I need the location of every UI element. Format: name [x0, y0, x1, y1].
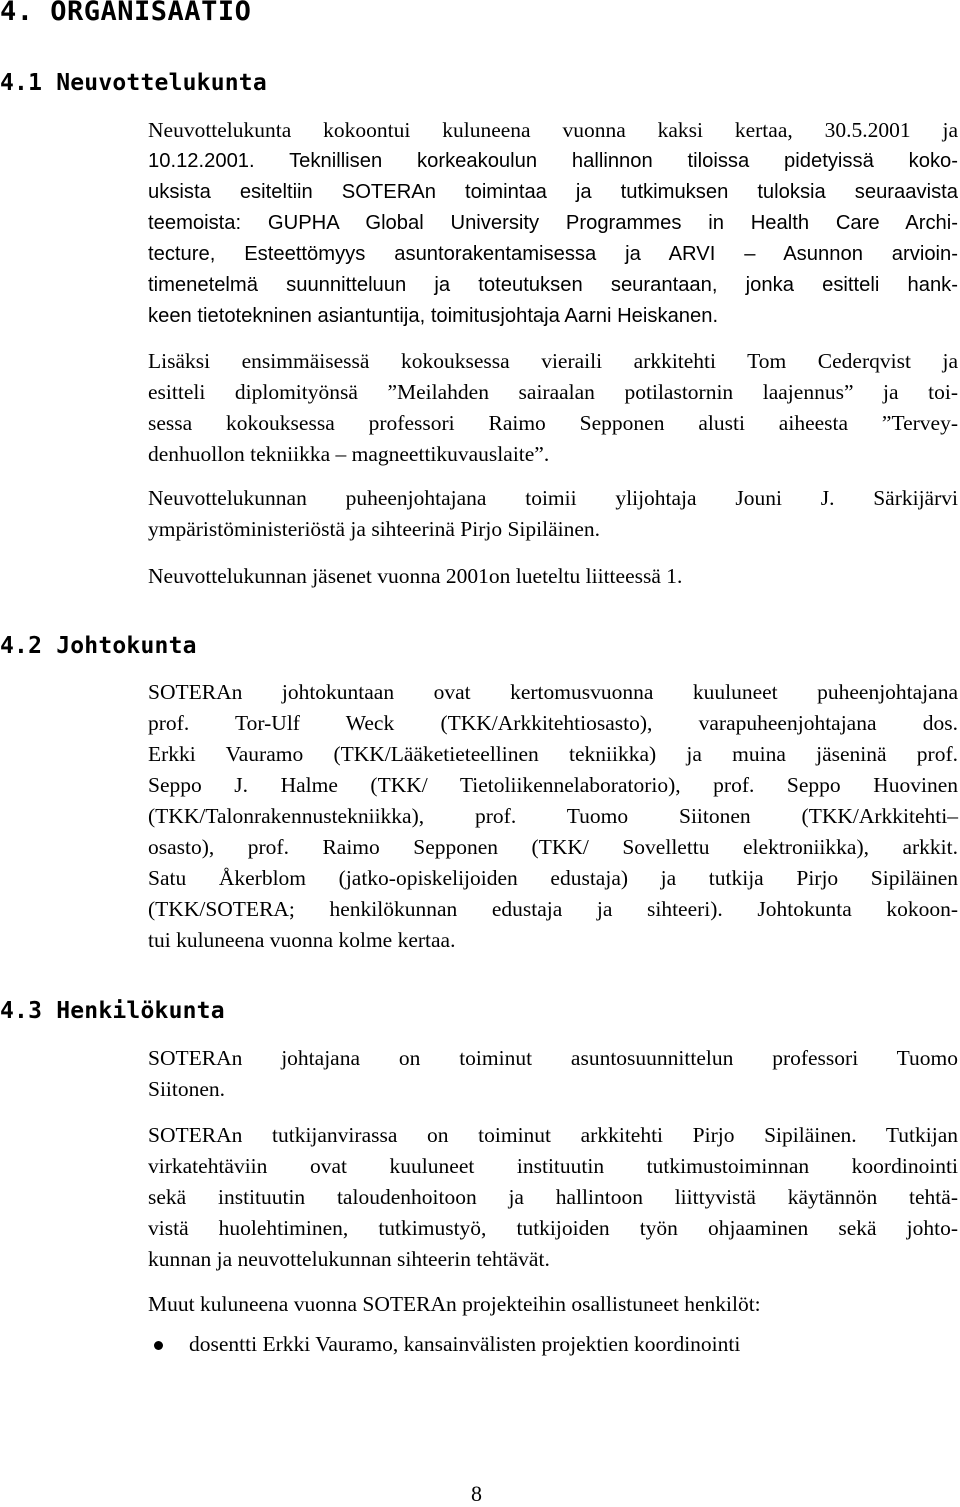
text-line: SOTERAn tutkijanvirassa on toiminut arkkitehti Pirjo Sipiläinen. Tutkijan: [148, 1123, 958, 1147]
section-heading-neuvottelukunta: 4.1 Neuvottelukunta: [0, 70, 267, 96]
text-line: osasto), prof. Raimo Sepponen (TKK/ Sovellettu elektroniikka), arkkit.: [148, 835, 958, 859]
text-line: Lisäksi ensimmäisessä kokouksessa vieraili arkkitehti Tom Cederqvist ja: [148, 349, 958, 373]
text-line: Neuvottelukunnan puheenjohtajana toimii ylijohtaja Jouni J. Särkijärvi: [148, 486, 958, 510]
text-line: Muut kuluneena vuonna SOTERAn projekteihin osallistuneet henkilöt:: [148, 1292, 761, 1316]
section-heading-henkilokunta: 4.3 Henkilökunta: [0, 998, 225, 1024]
text-line: prof. Tor-Ulf Weck (TKK/Arkkitehtiosasto), varapuheenjohtajana dos.: [148, 711, 958, 735]
text-line: sekä instituutin taloudenhoitoon ja hallintoon liittyvistä käytännön tehtä-: [148, 1185, 958, 1209]
text-line: kunnan ja neuvottelukunnan sihteerin tehtävät.: [148, 1247, 550, 1271]
paragraph-neuvottelukunta-meetings: [148, 115, 958, 332]
paragraph-members-appendix: [148, 561, 958, 592]
text-line: tecture, Esteettömyys asuntorakentamisessa ja ARVI – Asunnon arvioin-: [148, 243, 958, 265]
text-line: Satu Åkerblom (jatko-opiskelijoiden edustaja) ja tutkija Pirjo Sipiläinen: [148, 866, 958, 890]
text-line: Neuvottelukunnan jäsenet vuonna 2001on lueteltu liitteessä 1.: [148, 564, 683, 588]
paragraph-researcher-duties: [148, 1120, 958, 1275]
paragraph-johtokunta-members: [148, 677, 958, 956]
paragraph-other-participants: [148, 1289, 958, 1320]
bullet-list-item: dosentti Erkki Vauramo, kansainvälisten projektien koordinointi: [189, 1332, 741, 1356]
text-line: SOTERAn johtajana on toiminut asuntosuunnittelun professori Tuomo: [148, 1046, 958, 1070]
text-line: teemoista: GUPHA Global University Programmes in Health Care Archi-: [148, 212, 958, 234]
paragraph-director: [148, 1043, 958, 1105]
section-heading-johtokunta: 4.2 Johtokunta: [0, 633, 197, 659]
text-line: tui kuluneena vuonna kolme kertaa.: [148, 928, 456, 952]
chapter-heading: 4. ORGANISAATIO: [0, 0, 252, 27]
page-number: 8: [471, 1481, 482, 1506]
text-line: sessa kokouksessa professori Raimo Sepponen alusti aiheesta ”Tervey-: [148, 411, 958, 435]
paragraph-chair-and-secretary: [148, 483, 958, 545]
text-line: (TKK/SOTERA; henkilökunnan edustaja ja sihteeri). Johtokunta kokoon-: [148, 897, 958, 921]
text-line: esitteli diplomityönsä ”Meilahden sairaalan potilastornin laajennus” ja toi-: [148, 380, 958, 404]
text-line: 10.12.2001. Teknillisen korkeakoulun hallinnon tiloissa pidetyissä koko-: [148, 150, 958, 172]
text-line: Siitonen.: [148, 1077, 226, 1101]
text-line: Seppo J. Halme (TKK/ Tietoliikennelaboratorio), prof. Seppo Huovinen: [148, 773, 958, 797]
text-line: virkatehtäviin ovat kuuluneet instituutin tutkimustoiminnan koordinointi: [148, 1154, 958, 1178]
paragraph-visiting-lectures: [148, 346, 958, 470]
text-line: uksista esiteltiin SOTERAn toimintaa ja tutkimuksen tuloksia seuraavista: [148, 181, 958, 203]
bullet-icon: [154, 1341, 163, 1350]
text-line: Neuvottelukunta kokoontui kuluneena vuonna kaksi kertaa, 30.5.2001 ja: [148, 118, 958, 142]
text-line: Erkki Vauramo (TKK/Lääketieteellinen tekniikka) ja muina jäseninä prof.: [148, 742, 958, 766]
text-line: ympäristöministeriöstä ja sihteerinä Pirjo Sipiläinen.: [148, 517, 601, 541]
text-line: denhuollon tekniikka – magneettikuvauslaite”.: [148, 442, 550, 466]
text-line: vistä huolehtiminen, tutkimustyö, tutkijoiden työn ohjaaminen sekä johto-: [148, 1216, 958, 1240]
text-line: timenetelmä suunnitteluun ja toteutuksen seurantaan, jonka esitteli hank-: [148, 274, 958, 296]
text-line: SOTERAn johtokuntaan ovat kertomusvuonna kuuluneet puheenjohtajana: [148, 680, 958, 704]
text-line: (TKK/Talonrakennustekniikka), prof. Tuomo Siitonen (TKK/Arkkitehti–: [148, 804, 958, 828]
text-line: keen tietotekninen asiantuntija, toimitusjohtaja Aarni Heiskanen.: [148, 305, 719, 327]
